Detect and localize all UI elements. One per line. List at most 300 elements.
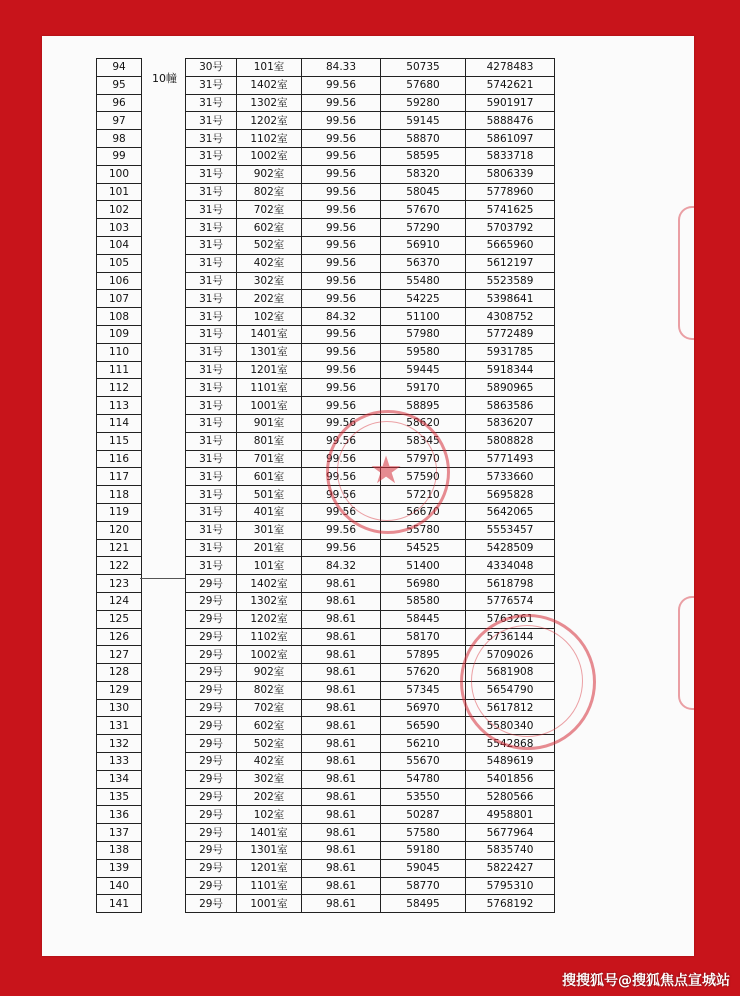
building-cell: 31号 (186, 450, 237, 468)
row-number-row (97, 877, 142, 895)
row-number-row (97, 824, 142, 842)
area-cell: 99.56 (302, 130, 381, 148)
row-number-row (97, 325, 142, 343)
total-price-cell: 5918344 (466, 361, 555, 379)
row-number-cell: 122 (97, 557, 142, 575)
total-price-cell: 5808828 (466, 432, 555, 450)
area-cell: 98.61 (302, 575, 381, 593)
area-cell: 99.56 (302, 254, 381, 272)
table-row (186, 699, 555, 717)
table-row (186, 503, 555, 521)
edge-seal-bottom (678, 596, 694, 710)
unit-price-cell: 59145 (381, 112, 466, 130)
row-number-cell: 95 (97, 76, 142, 94)
building-cell: 29号 (186, 575, 237, 593)
area-cell: 98.61 (302, 628, 381, 646)
table-row (186, 468, 555, 486)
row-number-row (97, 308, 142, 326)
area-cell: 98.61 (302, 592, 381, 610)
table-row (186, 290, 555, 308)
total-price-cell: 5768192 (466, 895, 555, 913)
room-cell: 1301室 (237, 842, 302, 860)
row-number-row (97, 397, 142, 415)
total-price-cell: 5617812 (466, 699, 555, 717)
row-number-row (97, 147, 142, 165)
row-number-cell: 137 (97, 824, 142, 842)
building-cell: 31号 (186, 201, 237, 219)
total-price-cell: 5806339 (466, 165, 555, 183)
unit-price-cell: 56980 (381, 575, 466, 593)
room-cell: 201室 (237, 539, 302, 557)
building-cell: 31号 (186, 343, 237, 361)
area-cell: 99.56 (302, 539, 381, 557)
room-cell: 202室 (237, 290, 302, 308)
row-number-row (97, 592, 142, 610)
total-price-cell: 5618798 (466, 575, 555, 593)
room-cell: 1201室 (237, 361, 302, 379)
row-number-row (97, 770, 142, 788)
table-row (186, 112, 555, 130)
row-number-cell: 124 (97, 592, 142, 610)
table-row (186, 664, 555, 682)
room-cell: 1202室 (237, 112, 302, 130)
row-number-cell: 134 (97, 770, 142, 788)
total-price-cell: 5733660 (466, 468, 555, 486)
total-price-cell: 5763261 (466, 610, 555, 628)
unit-price-cell: 58895 (381, 397, 466, 415)
unit-price-cell: 58495 (381, 895, 466, 913)
row-number-cell: 116 (97, 450, 142, 468)
room-cell: 702室 (237, 699, 302, 717)
room-cell: 102室 (237, 308, 302, 326)
room-cell: 802室 (237, 183, 302, 201)
row-number-cell: 128 (97, 664, 142, 682)
unit-price-cell: 59045 (381, 859, 466, 877)
area-cell: 84.32 (302, 308, 381, 326)
unit-price-cell: 56970 (381, 699, 466, 717)
table-row (186, 681, 555, 699)
building-label: 10幢 (152, 72, 177, 85)
total-price-cell: 5833718 (466, 147, 555, 165)
unit-price-cell: 57345 (381, 681, 466, 699)
unit-price-cell: 56210 (381, 735, 466, 753)
room-cell: 1302室 (237, 592, 302, 610)
table-row (186, 877, 555, 895)
row-number-cell: 101 (97, 183, 142, 201)
row-number-cell: 104 (97, 236, 142, 254)
building-cell: 31号 (186, 165, 237, 183)
room-cell: 701室 (237, 450, 302, 468)
unit-price-cell: 59170 (381, 379, 466, 397)
row-number-cell: 111 (97, 361, 142, 379)
row-number-cell: 141 (97, 895, 142, 913)
table-row (186, 717, 555, 735)
row-number-row (97, 94, 142, 112)
row-number-cell: 138 (97, 842, 142, 860)
total-price-cell: 5612197 (466, 254, 555, 272)
row-number-cell: 120 (97, 521, 142, 539)
price-table (185, 58, 555, 913)
unit-price-cell: 57980 (381, 325, 466, 343)
room-cell: 1101室 (237, 379, 302, 397)
table-row (186, 254, 555, 272)
table-row (186, 343, 555, 361)
total-price-cell: 5888476 (466, 112, 555, 130)
row-number-cell: 115 (97, 432, 142, 450)
row-number-cell: 108 (97, 308, 142, 326)
total-price-cell: 4278483 (466, 59, 555, 77)
building-cell: 29号 (186, 770, 237, 788)
row-number-row (97, 699, 142, 717)
area-cell: 98.61 (302, 806, 381, 824)
total-price-cell: 5835740 (466, 842, 555, 860)
table-row (186, 895, 555, 913)
room-cell: 1002室 (237, 646, 302, 664)
area-cell: 99.56 (302, 219, 381, 237)
row-number-cell: 136 (97, 806, 142, 824)
unit-price-cell: 57210 (381, 486, 466, 504)
row-number-row (97, 717, 142, 735)
unit-price-cell: 50287 (381, 806, 466, 824)
room-cell: 1002室 (237, 147, 302, 165)
total-price-cell: 5703792 (466, 219, 555, 237)
total-price-cell: 5398641 (466, 290, 555, 308)
area-cell: 98.61 (302, 895, 381, 913)
total-price-cell: 5771493 (466, 450, 555, 468)
row-number-row (97, 575, 142, 593)
table-row (186, 219, 555, 237)
row-number-row (97, 468, 142, 486)
room-cell: 801室 (237, 432, 302, 450)
total-price-cell: 5523589 (466, 272, 555, 290)
room-cell: 101室 (237, 557, 302, 575)
row-number-cell: 100 (97, 165, 142, 183)
table-row (186, 379, 555, 397)
area-cell: 99.56 (302, 325, 381, 343)
row-number-cell: 109 (97, 325, 142, 343)
building-cell: 31号 (186, 183, 237, 201)
room-cell: 902室 (237, 664, 302, 682)
unit-price-cell: 58770 (381, 877, 466, 895)
building-cell: 31号 (186, 397, 237, 415)
row-number-row (97, 450, 142, 468)
table-row (186, 147, 555, 165)
table-row (186, 824, 555, 842)
total-price-cell: 5580340 (466, 717, 555, 735)
building-cell: 29号 (186, 753, 237, 771)
room-cell: 302室 (237, 770, 302, 788)
unit-price-cell: 57670 (381, 201, 466, 219)
building-cell: 31号 (186, 468, 237, 486)
area-cell: 98.61 (302, 824, 381, 842)
row-number-row (97, 842, 142, 860)
unit-price-cell: 54525 (381, 539, 466, 557)
row-number-row (97, 859, 142, 877)
room-cell: 1101室 (237, 877, 302, 895)
total-price-cell: 5861097 (466, 130, 555, 148)
table-row (186, 76, 555, 94)
building-cell: 29号 (186, 895, 237, 913)
building-cell: 29号 (186, 610, 237, 628)
table-row (186, 130, 555, 148)
unit-price-cell: 57620 (381, 664, 466, 682)
row-number-cell: 99 (97, 147, 142, 165)
area-cell: 98.61 (302, 788, 381, 806)
table-row (186, 806, 555, 824)
row-number-row (97, 183, 142, 201)
room-cell: 302室 (237, 272, 302, 290)
row-number-row (97, 165, 142, 183)
row-number-cell: 127 (97, 646, 142, 664)
area-cell: 99.56 (302, 450, 381, 468)
table-row (186, 183, 555, 201)
table-row (186, 165, 555, 183)
unit-price-cell: 58320 (381, 165, 466, 183)
total-price-cell: 5489619 (466, 753, 555, 771)
table-row (186, 308, 555, 326)
row-number-cell: 110 (97, 343, 142, 361)
row-number-row (97, 788, 142, 806)
total-price-cell: 5931785 (466, 343, 555, 361)
row-number-row (97, 628, 142, 646)
row-number-row (97, 503, 142, 521)
room-cell: 901室 (237, 414, 302, 432)
total-price-cell: 5654790 (466, 681, 555, 699)
total-price-cell: 5401856 (466, 770, 555, 788)
building-cell: 29号 (186, 735, 237, 753)
room-cell: 1402室 (237, 575, 302, 593)
unit-price-cell: 53550 (381, 788, 466, 806)
area-cell: 98.61 (302, 664, 381, 682)
edge-seal-top (678, 206, 694, 340)
unit-price-cell: 56370 (381, 254, 466, 272)
unit-price-cell: 59580 (381, 343, 466, 361)
area-cell: 99.56 (302, 379, 381, 397)
row-number-cell: 98 (97, 130, 142, 148)
building-cell: 31号 (186, 539, 237, 557)
unit-price-cell: 58620 (381, 414, 466, 432)
building-cell: 29号 (186, 628, 237, 646)
total-price-cell: 4308752 (466, 308, 555, 326)
room-cell: 401室 (237, 503, 302, 521)
room-cell: 1102室 (237, 628, 302, 646)
room-cell: 402室 (237, 753, 302, 771)
area-cell: 98.61 (302, 842, 381, 860)
row-number-cell: 135 (97, 788, 142, 806)
area-cell: 99.56 (302, 361, 381, 379)
building-cell: 29号 (186, 592, 237, 610)
unit-price-cell: 57290 (381, 219, 466, 237)
unit-price-cell: 56910 (381, 236, 466, 254)
row-number-cell: 140 (97, 877, 142, 895)
price-table-body (186, 59, 555, 913)
total-price-cell: 5741625 (466, 201, 555, 219)
row-number-row (97, 290, 142, 308)
watermark: 搜搜狐号@搜狐焦点宣城站 (562, 973, 730, 989)
table-row (186, 59, 555, 77)
area-cell: 98.61 (302, 699, 381, 717)
row-number-row (97, 432, 142, 450)
area-cell: 99.56 (302, 486, 381, 504)
row-number-cell: 105 (97, 254, 142, 272)
table-row (186, 770, 555, 788)
table-row (186, 575, 555, 593)
row-number-body (97, 59, 142, 913)
table-row (186, 646, 555, 664)
total-price-cell: 5665960 (466, 236, 555, 254)
building-cell: 31号 (186, 254, 237, 272)
row-number-cell: 119 (97, 503, 142, 521)
row-number-row (97, 236, 142, 254)
area-cell: 99.56 (302, 236, 381, 254)
table-row (186, 272, 555, 290)
room-cell: 802室 (237, 681, 302, 699)
unit-price-cell: 57680 (381, 76, 466, 94)
room-cell: 702室 (237, 201, 302, 219)
area-cell: 98.61 (302, 610, 381, 628)
row-number-cell: 103 (97, 219, 142, 237)
room-cell: 502室 (237, 735, 302, 753)
row-number-row (97, 76, 142, 94)
row-number-row (97, 539, 142, 557)
total-price-cell: 5890965 (466, 379, 555, 397)
table-row (186, 325, 555, 343)
building-cell: 29号 (186, 824, 237, 842)
table-row (186, 486, 555, 504)
row-number-row (97, 343, 142, 361)
total-price-cell: 5709026 (466, 646, 555, 664)
row-number-row (97, 895, 142, 913)
area-cell: 99.56 (302, 503, 381, 521)
building-cell: 30号 (186, 59, 237, 77)
row-number-row (97, 486, 142, 504)
area-cell: 99.56 (302, 343, 381, 361)
row-number-row (97, 379, 142, 397)
row-number-cell: 125 (97, 610, 142, 628)
row-number-row (97, 254, 142, 272)
row-number-row (97, 806, 142, 824)
building-cell: 29号 (186, 699, 237, 717)
building-cell: 31号 (186, 219, 237, 237)
total-price-cell: 5778960 (466, 183, 555, 201)
row-number-cell: 102 (97, 201, 142, 219)
total-price-cell: 5795310 (466, 877, 555, 895)
building-cell: 31号 (186, 76, 237, 94)
total-price-cell: 5772489 (466, 325, 555, 343)
row-number-row (97, 414, 142, 432)
table-row (186, 450, 555, 468)
area-cell: 99.56 (302, 397, 381, 415)
row-number-cell: 112 (97, 379, 142, 397)
row-number-cell: 133 (97, 753, 142, 771)
row-number-row (97, 646, 142, 664)
document-page (42, 36, 694, 956)
building-cell: 31号 (186, 379, 237, 397)
building-cell: 29号 (186, 806, 237, 824)
unit-price-cell: 58045 (381, 183, 466, 201)
room-cell: 101室 (237, 59, 302, 77)
table-row (186, 397, 555, 415)
total-price-cell: 5681908 (466, 664, 555, 682)
row-number-column (96, 58, 142, 913)
row-number-row (97, 219, 142, 237)
total-price-cell: 5695828 (466, 486, 555, 504)
building-cell: 29号 (186, 842, 237, 860)
room-cell: 1001室 (237, 397, 302, 415)
unit-price-cell: 54780 (381, 770, 466, 788)
room-cell: 902室 (237, 165, 302, 183)
area-cell: 99.56 (302, 147, 381, 165)
building-cell: 29号 (186, 788, 237, 806)
area-cell: 99.56 (302, 165, 381, 183)
unit-price-cell: 51100 (381, 308, 466, 326)
table-row (186, 201, 555, 219)
building-cell: 29号 (186, 859, 237, 877)
building-cell: 29号 (186, 681, 237, 699)
building-cell: 31号 (186, 308, 237, 326)
table-row (186, 521, 555, 539)
table-row (186, 539, 555, 557)
row-number-cell: 132 (97, 735, 142, 753)
building-cell: 31号 (186, 432, 237, 450)
area-cell: 99.56 (302, 76, 381, 94)
building-cell: 29号 (186, 717, 237, 735)
row-number-row (97, 130, 142, 148)
unit-price-cell: 57590 (381, 468, 466, 486)
unit-price-cell: 50735 (381, 59, 466, 77)
row-number-cell: 114 (97, 414, 142, 432)
room-cell: 402室 (237, 254, 302, 272)
total-price-cell: 5280566 (466, 788, 555, 806)
room-cell: 202室 (237, 788, 302, 806)
room-cell: 102室 (237, 806, 302, 824)
row-number-row (97, 557, 142, 575)
unit-price-cell: 55780 (381, 521, 466, 539)
row-number-cell: 94 (97, 59, 142, 77)
building-cell: 29号 (186, 877, 237, 895)
row-number-row (97, 201, 142, 219)
building-cell: 29号 (186, 646, 237, 664)
unit-price-cell: 58445 (381, 610, 466, 628)
building-cell: 31号 (186, 147, 237, 165)
row-number-row (97, 610, 142, 628)
row-number-row (97, 521, 142, 539)
building-cell: 29号 (186, 664, 237, 682)
area-cell: 98.61 (302, 717, 381, 735)
total-price-cell: 5822427 (466, 859, 555, 877)
total-price-cell: 5542868 (466, 735, 555, 753)
area-cell: 99.56 (302, 432, 381, 450)
total-price-cell: 4334048 (466, 557, 555, 575)
area-cell: 98.61 (302, 877, 381, 895)
table-row (186, 735, 555, 753)
unit-price-cell: 58580 (381, 592, 466, 610)
building-cell: 31号 (186, 272, 237, 290)
building-divider (140, 578, 186, 579)
area-cell: 98.61 (302, 859, 381, 877)
area-cell: 84.32 (302, 557, 381, 575)
building-cell: 31号 (186, 486, 237, 504)
room-cell: 1201室 (237, 859, 302, 877)
unit-price-cell: 58595 (381, 147, 466, 165)
table-row (186, 361, 555, 379)
building-cell: 31号 (186, 503, 237, 521)
total-price-cell: 5642065 (466, 503, 555, 521)
total-price-cell: 5677964 (466, 824, 555, 842)
unit-price-cell: 58345 (381, 432, 466, 450)
area-cell: 98.61 (302, 770, 381, 788)
unit-price-cell: 59180 (381, 842, 466, 860)
